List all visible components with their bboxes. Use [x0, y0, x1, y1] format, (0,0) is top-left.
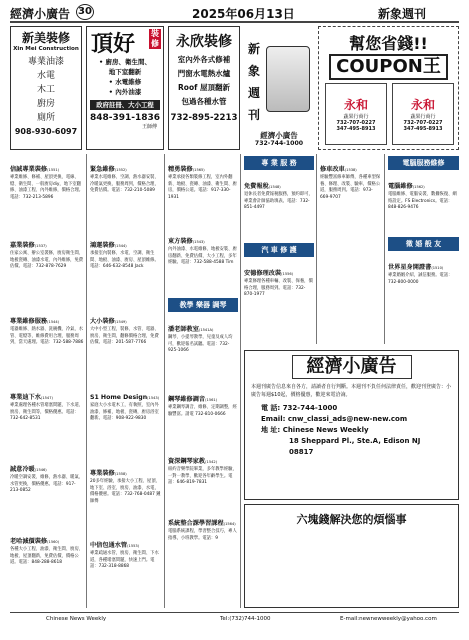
listing-tag: (1561) [205, 398, 218, 402]
listing[interactable] [10, 456, 84, 528]
listing-title: 中信包通水管 [90, 542, 128, 549]
yonghe-subtitle: 蔬果行商行 [343, 114, 369, 120]
ad-dinghao-contact: 王師傅 [141, 124, 157, 130]
listing[interactable] [90, 532, 162, 604]
listing-title: 緊急維修 [90, 166, 115, 173]
section-bar-computer: 電腦服務維修 [388, 156, 459, 170]
column-divider [86, 154, 87, 608]
ad-weekly-phone: 732-744-1000 [254, 140, 304, 147]
listing[interactable] [168, 448, 238, 510]
promo-tel: 732-744-1000 [282, 404, 338, 412]
listing-title: 專業裝修 [90, 470, 115, 477]
bottom-banner-text: 六塊錢解決您的煩惱事 [296, 513, 407, 526]
listing-body: 專業水電維修、空調、熱水器安裝、冷暖氣更換，服務周到，價格合理，免費估價。電話：732-210-5089 [90, 175, 159, 194]
listing-body: 經驗豐富修車師傅，各種車型保養、修理、改裝、驗車，價格公道，服務周到。電話：973-669-9707 [320, 175, 381, 200]
listing-title: 系統整合課學習課程 [168, 520, 224, 527]
listing[interactable] [10, 528, 84, 604]
page-number-badge: 30 [76, 4, 94, 20]
service-item: • 水電維修 [108, 78, 142, 86]
listing[interactable] [10, 232, 84, 308]
promo-tel-label: 電 話: [261, 404, 281, 412]
listing-body: 大中小型工程，裝修、水管、電器、廚房、衛生間，翻修價格合理，免費估價。電話：201-587-7766 [90, 327, 159, 346]
column-divider [384, 154, 385, 344]
listing-body: 電腦維修、電腦安裝、數據恢復、網絡設定。FS Electronics。電話：848-826-9476 [388, 192, 457, 211]
weekly-logo-char: 象 [248, 64, 261, 78]
listing[interactable] [168, 228, 238, 298]
ad-yongqin-lines [169, 53, 239, 109]
listing-title: 老哈減價裝修 [10, 538, 48, 545]
line-item: 包過各種水管 [181, 97, 227, 106]
listing[interactable] [90, 156, 162, 232]
listing-tag: (1564) [223, 522, 236, 526]
ad-dinghao-phone: 848-391-1836 [89, 113, 161, 123]
listing-tag: (1538) [344, 168, 357, 172]
page-header [10, 4, 459, 22]
column-2 [90, 156, 162, 608]
listing[interactable] [90, 308, 162, 384]
footer-right[interactable]: E-mail:newnewweekly@yahoo.com [340, 616, 437, 622]
listing[interactable] [90, 232, 162, 308]
ad-yongqin-title: 永欣裝修 [176, 34, 232, 50]
yonghe-phone-1: 732-707-0227 [336, 120, 376, 126]
ad-xinmei[interactable] [10, 26, 82, 150]
listing[interactable] [10, 384, 84, 456]
listing-tag: (1551) [47, 168, 60, 172]
ad-dinghao-brand: 頂好 [91, 31, 136, 57]
column-divider [164, 154, 165, 608]
service-item: 廁所 [36, 113, 55, 123]
footer-rule [10, 612, 459, 613]
line-item: Roof 屋頂翻新 [178, 83, 230, 92]
listing[interactable] [168, 316, 238, 386]
listing-tag: (1548) [268, 185, 281, 189]
listing[interactable] [10, 156, 84, 232]
column-4 [244, 156, 314, 344]
ad-xinmei-phone: 908-930-6097 [14, 127, 78, 136]
service-item: • 廚房、衛生間、 [99, 58, 151, 66]
service-item: 廚房 [36, 99, 55, 109]
column-5 [320, 156, 382, 344]
listing-tag: (1542) [205, 460, 218, 464]
listing-body: 住家公寓、辦公室裝修，廚房衛生間、地板瓷磚、油漆水電、內外維修，免費估價。電話：732-878-7629 [10, 251, 84, 270]
ad-dinghao-services [87, 57, 163, 97]
listing[interactable] [388, 173, 459, 237]
listing-title: 精勇裝修 [168, 166, 193, 173]
listing-tag: (1510) [431, 266, 444, 270]
column-divider [316, 154, 317, 344]
listing-tag: (1556) [281, 272, 294, 276]
listing-tag: (1541A) [198, 328, 214, 332]
coupon-pair [325, 83, 454, 145]
listing-body: 電器維修、熱水器、洗碗機、冷氣、水管、電燈等，維修費用合理，服務周到，當天處理。電話：732-588-7886 [10, 327, 84, 346]
service-item: 地下室翻新 [108, 68, 142, 76]
listing-body: 各種大小工程、油漆、衛生間、廚房、地板、屋頂翻新，免費估價，價格公道。電話：848-288-8618 [10, 547, 84, 566]
coupon-headline: 幫您省錢!! [349, 34, 428, 53]
service-item: 專業油漆 [27, 57, 64, 67]
listing-body: 專業鋼琴調音、維修、定期調整，經驗豐富。請電 732-810-0666 [168, 405, 237, 417]
column-3 [168, 156, 238, 608]
listing-tag: (1537) [34, 244, 47, 248]
ad-xinmei-services [11, 55, 81, 125]
promo-email-label: Email: [261, 415, 286, 423]
footer-left: Chinese News Weekly [46, 616, 107, 622]
listing-tag: (1560) [47, 540, 60, 544]
listing-tag: (1558) [114, 472, 127, 476]
section-bar-services: 專 業 服 務 [244, 156, 314, 170]
promo-addr-1: Chinese News Weekly [282, 426, 369, 434]
listing-title: 專業維修服務 [10, 318, 48, 325]
listing[interactable] [244, 260, 314, 330]
listing-title: 東方裝修 [168, 238, 193, 245]
promo-addr-2: 18 Sheppard Pl., Ste.A, Edison NJ 08817 [289, 437, 421, 456]
promo-addr-label: 地 址: [261, 426, 281, 434]
header-date: 2025年06月13日 [192, 7, 295, 21]
listing-tag: (1543) [192, 240, 205, 244]
promo-title: 經濟小廣告 [292, 355, 412, 379]
listing-title: S1 Home Design [90, 394, 148, 401]
weekly-logo-char: 週 [248, 86, 261, 100]
promo-addr-row [261, 425, 442, 436]
listing-tag: (1553) [127, 544, 140, 548]
listing-body: 退休長者免費報稅服務，預約即可，專業會計師協助填表。電話：732-851-4497 [244, 192, 313, 211]
listing-title: 大小裝修 [90, 318, 115, 325]
listing-title: 嘉業裝修 [10, 242, 35, 249]
listing[interactable] [168, 386, 238, 448]
listing-title: 資深鋼琴家教 [168, 458, 206, 465]
header-right-title: 新象週刊 [378, 7, 427, 21]
promo-body: 本週刊廣告信息來自各方，請讀者自行判斷。本週刊不負任何法律責任，歡迎刊登廣告：小廣告每週$10起，價格優惠，歡迎來電洽詢。 [251, 384, 452, 398]
section-bar-marriage: 徵 婚 般 友 [388, 237, 459, 251]
listing-body: 內外油漆、水電維修、地板安裝、廚房翻新、免費估價、大小工程，多年經驗。電話：732-588-4588 Tim [168, 247, 237, 266]
column-6 [388, 156, 459, 344]
promo-box[interactable] [244, 350, 459, 500]
ad-dinghao-brand-row [87, 27, 163, 57]
yonghe-phone-2: 347-495-8913 [336, 126, 376, 132]
weekly-logo [246, 40, 296, 126]
yonghe-title: 永和 [343, 98, 368, 112]
listing-body: 家庭大小水電木工，有執照，室內外油漆、修補，地板、瓷磚，廚房浴室翻新。電話：908-922-9830 [90, 403, 159, 422]
service-item: • 內外油漆 [108, 88, 142, 96]
footer-center: Tel:(732)744-1000 [220, 616, 271, 622]
ad-dinghao-license: 政府註冊、大小工程 [90, 100, 160, 110]
service-item: 水電 [36, 71, 55, 81]
page-footer [10, 616, 459, 628]
listing-body: 專業修理各種車輛、改裝、保養，價格合理，服務周到。電話：732-870-1977 [244, 279, 313, 298]
listing-body: 承接室內裝修、水電、空調、衛生間、地板、油漆、廚房、屋頂維修。電話：646-632-8548 Jack [90, 251, 159, 270]
listing-title: 鋼琴維修調音 [168, 396, 206, 403]
listing-tag: (1565) [192, 168, 205, 172]
promo-email-row[interactable] [261, 414, 442, 425]
ad-weekly-label: 經濟小廣告 [260, 131, 298, 140]
listing-body: 20多年經驗，承接大小工程、屋頂、地下室、浴室、廚房、油漆、水電，價格優惠。電話：732-768-0487 鍾師傅 [90, 479, 161, 504]
header-rule [10, 21, 459, 23]
weekly-logo-char: 新 [248, 42, 261, 56]
listing-body: 專業疏通水管，廚房、衛生間、下水道，各種堵塞問題，快速上門。電話：732-318-8868 [90, 551, 159, 570]
yonghe-phone-1: 732-707-0227 [403, 120, 443, 126]
listing-body: 專業處理各種水管堵塞問題，下水道、廚房、衛生間等，價格優惠。電話：732-642-8531 [10, 403, 84, 422]
bottom-banner[interactable] [244, 504, 459, 608]
ad-dinghao-brand-sub: 裝修 [151, 29, 159, 48]
listing-tag: (1552) [114, 168, 127, 172]
promo-contact [261, 403, 442, 458]
listing-body: 專業維修、修補、屋頂更換、電線、燈、衛生間、一般廚房diy，地下室翻修、油漆工程、內外維修，價格合理。電話：732-213-5896 [10, 175, 84, 200]
listing[interactable] [90, 460, 162, 532]
listing-body: 電腦系統課程，學習整合技巧，專人指導，小班教學。電話：9 [168, 529, 237, 541]
listing-title: 安德修理改裝 [244, 270, 282, 277]
listing-title: 潘老師教室 [168, 326, 199, 333]
listing[interactable] [90, 384, 162, 460]
coupon-name: COUPON王 [329, 54, 448, 80]
listing[interactable] [168, 510, 238, 560]
listing-title: 信誠專業裝修 [10, 166, 48, 173]
listing-title: 免費報稅 [244, 183, 269, 190]
listing-tag: (1549) [114, 320, 127, 324]
listing-title: 修車改車 [320, 166, 345, 173]
section-bar-auto: 汽 車 修 護 [244, 243, 314, 257]
listing-tag: (1546) [34, 468, 47, 472]
listing-title: 世界星身開證書 [388, 264, 432, 271]
listing[interactable] [388, 254, 459, 334]
column-1 [10, 156, 84, 608]
weekly-logo-char: 刊 [248, 108, 261, 122]
listing[interactable] [168, 156, 238, 228]
listing-tag: (1547) [40, 396, 53, 400]
yonghe-phone-2: 347-495-8913 [403, 126, 443, 132]
ad-xinmei-title-en: Xin Mei Construction [13, 46, 79, 52]
listing-tag: (1544) [114, 244, 127, 248]
listing-body: 冷暖空調安裝、維修，熱水器、暖氣、水管更換，價格優惠。電話：917-213-0852 [10, 475, 84, 494]
listing[interactable] [10, 308, 84, 384]
service-item: 木工 [36, 85, 55, 95]
yonghe-title: 永和 [410, 98, 435, 112]
listing-tag: (1543) [147, 396, 160, 400]
listing-title: 鴻運裝修 [90, 242, 115, 249]
coupon-card-2[interactable] [392, 83, 454, 145]
listing-body: 紐約音樂學院畢業，多年教學經驗，一對一教學，歡迎各年齡學生。電話：646-819-7831 [168, 467, 237, 486]
yonghe-subtitle: 蔬果行商行 [410, 114, 436, 120]
coupon-card-1[interactable] [325, 83, 387, 145]
listing[interactable] [320, 156, 382, 201]
ad-weekly[interactable] [244, 26, 314, 150]
line-item: 室內外各式修補 [177, 55, 231, 64]
line-item: 門窗水電熱水爐 [177, 69, 231, 78]
weekly-logo-portrait [266, 46, 310, 112]
ad-coupon[interactable] [318, 26, 459, 150]
ad-dinghao[interactable] [86, 26, 164, 150]
ad-xinmei-title: 新美裝修 [21, 31, 70, 45]
ad-yongqin[interactable] [168, 26, 240, 150]
listing-tag: (1544) [47, 320, 60, 324]
listing-body: 專業婚姻介紹，誠信服務。電話：732-800-0000 [388, 273, 453, 285]
section-bar-teaching: 教學 樂器 調琴 [168, 298, 238, 312]
ad-yongqin-phone: 732-895-2213 [170, 113, 238, 123]
listing-body: 鋼琴、小提琴教學，兒童及成人均可，歡迎報名試聽。電話：732-925-1066 [168, 335, 233, 354]
listing-title: 電腦維修 [388, 183, 413, 190]
listing-body: 專業承接各類裝修工程，室內外翻新、地板、瓷磚、油漆、衛生間、廚房，價格公道。電話：917-330-1931 [168, 175, 237, 200]
listing[interactable] [244, 173, 314, 243]
listing-tag: (1562) [412, 185, 425, 189]
column-divider [240, 154, 241, 608]
promo-email: cnw_classi_ads@new-new.com [287, 415, 408, 423]
promo-tel-row [261, 403, 442, 414]
header-left-title: 經濟小廣告 [10, 7, 71, 21]
listing-title: 專業迪下水 [10, 394, 41, 401]
listing-title: 誠意冷暖 [10, 466, 35, 473]
